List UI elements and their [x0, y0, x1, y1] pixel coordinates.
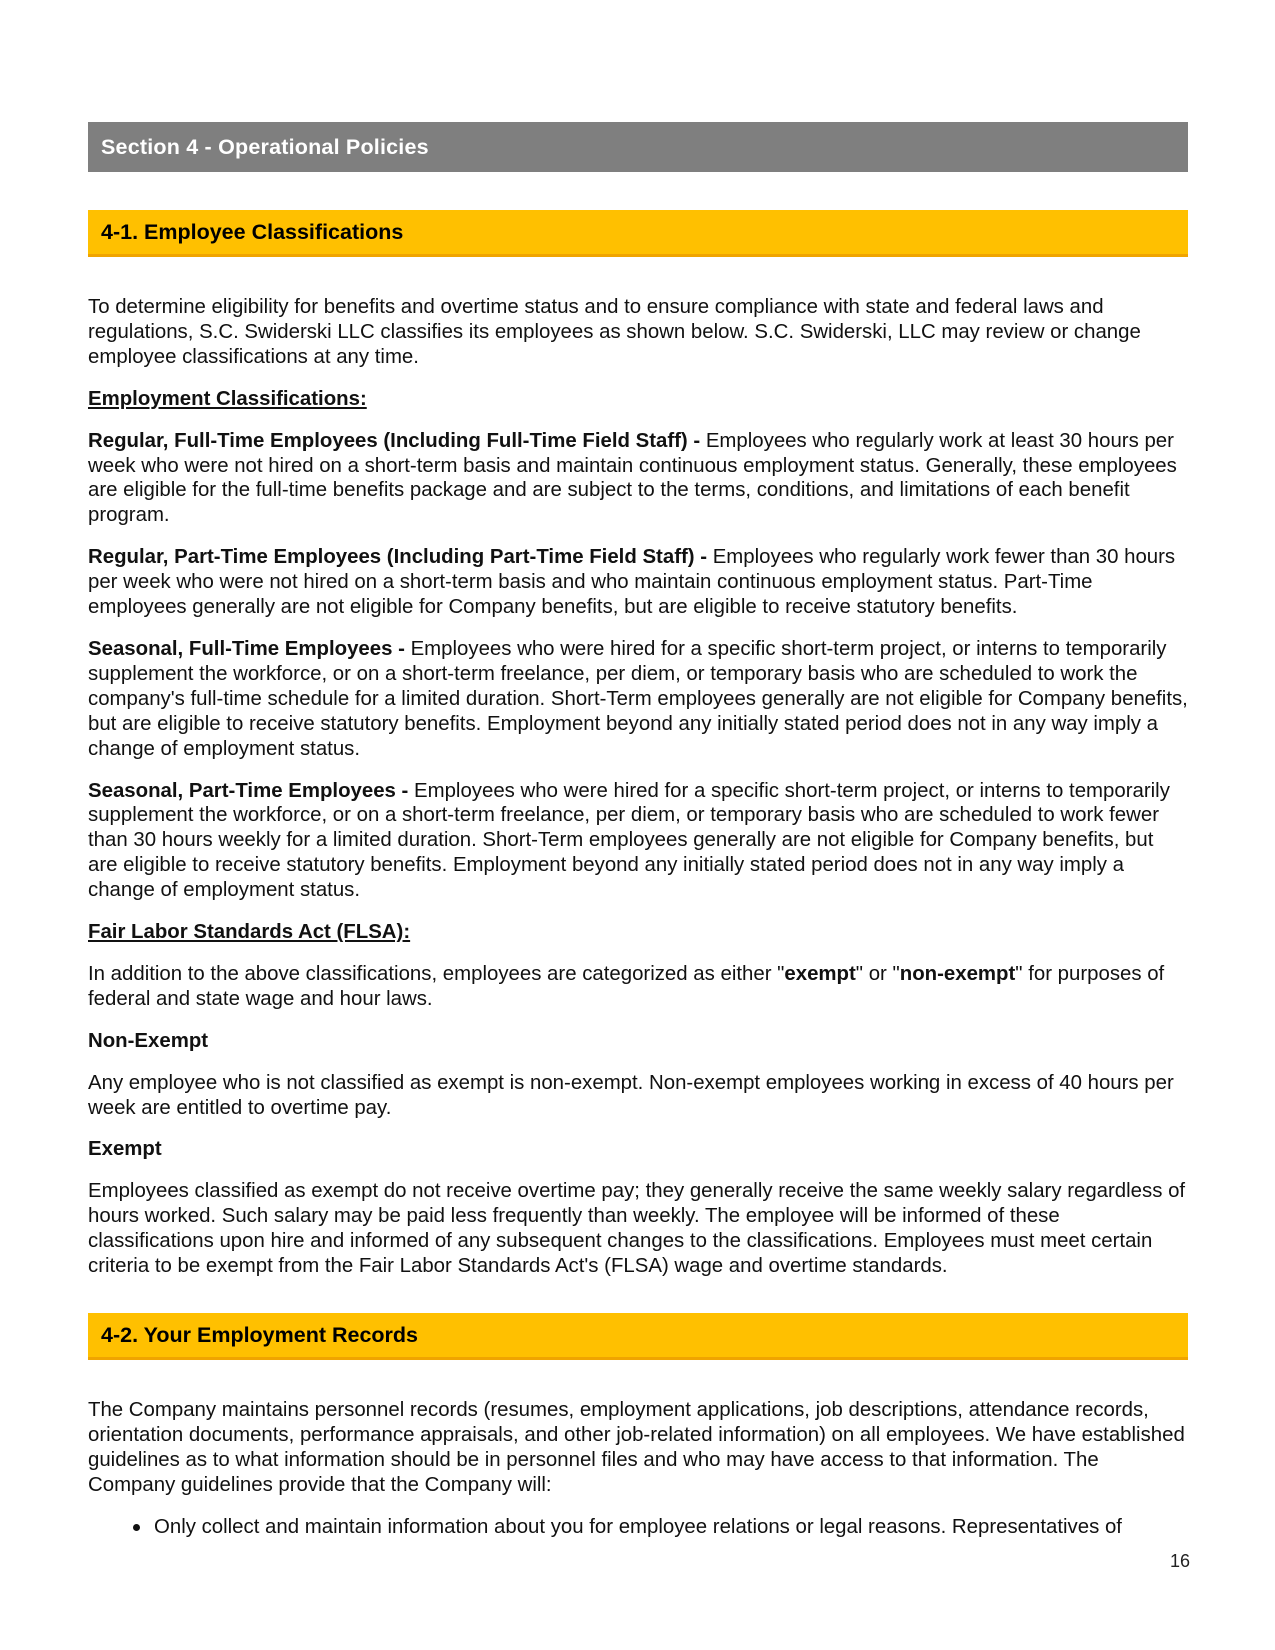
flsa-intro-text: In addition to the above classifications, employees are categorized as either " — [88, 962, 785, 985]
document-content — [88, 122, 1188, 1540]
subsection-4-1-title: 4-1. Employee Classifications — [101, 219, 404, 244]
classification-definition: Employees who regularly work fewer than 30 hours per week who were not hired on a short-term basis and who maintain continuous employment status. Part-Time employees generally are not eligible for Company benefits, but are eligible to receive statutory benefits. — [88, 546, 1176, 619]
classification-intro-paragraph: To determine eligibility for benefits and overtime status and to ensure compliance with state and federal laws and regulations, S.C. Swiderski LLC classifies its employees as shown below. S.C. Swiderski, LLC may review or change employee classifications at any time. — [88, 296, 1141, 368]
classification-seasonal-part-time — [88, 779, 1188, 904]
employment-classifications-heading: Employment Classifications: — [88, 387, 367, 410]
classification-regular-part-time — [88, 545, 1188, 620]
bullet-item — [88, 1515, 1188, 1540]
subsection-4-1-header-bar — [88, 210, 1188, 257]
classification-definition: Employees who regularly work at least 30 hours per week who were not hired on a short-term basis and maintain continuous employment status. Generally, these employees are eligible for the full-time benefits package and are subject to the terms, conditions, and limitations of each benefit program. — [88, 429, 1177, 527]
classification-definition: Employees who were hired for a specific short-term project, or interns to temporarily supplement the workforce, or on a short-term freelance, per diem, or temporary basis who are scheduled to work the company's full-time schedule for a limited duration. Short-Term employees generally are not eligible for Company benefits, but are eligible to receive statutory benefits. Employment beyond any initially stated period does not in any way imply a change of employment status. — [88, 637, 1188, 760]
exempt-paragraph: Employees classified as exempt do not receive overtime pay; they generally receive the same weekly salary regardless of hours worked. Such salary may be paid less frequently than weekly. The employee will be informed of these classifications upon hire and informed of any subsequent changes to the classifications. Employees must meet certain criteria to be exempt from the Fair Labor Standards Act's (FLSA) wage and overtime standards. — [88, 1180, 1186, 1278]
classification-seasonal-full-time — [88, 637, 1188, 762]
non-exempt-heading: Non-Exempt — [88, 1029, 209, 1052]
subsection-4-2-title: 4-2. Your Employment Records — [101, 1322, 419, 1347]
flsa-intro-text: " for purposes of federal and state wage and hour laws. — [88, 962, 1165, 1010]
subsection-4-2-header-bar — [88, 1313, 1188, 1360]
classification-definition: Employees who were hired for a specific short-term project, or interns to temporarily supplement the workforce, or on a short-term freelance, per diem, or temporary basis who are scheduled to work fewer than 30 hours weekly for a limited duration. Short-Term employees generally are not eligible for Company benefits, but are eligible to receive statutory benefits. Employment beyond any initially stated period does not in any way imply a change of employment status. — [88, 779, 1170, 902]
exempt-heading: Exempt — [88, 1138, 162, 1161]
bullet-icon — [133, 1524, 140, 1531]
classification-term: Regular, Full-Time Employees (Including Full-Time Field Staff) - — [88, 429, 701, 452]
flsa-intro-text: " or " — [855, 962, 900, 985]
non-exempt-paragraph: Any employee who is not classified as exempt is non-exempt. Non-exempt employees working in excess of 40 hours per week are entitled to overtime pay. — [88, 1071, 1174, 1119]
bullet-text: Only collect and maintain information about you for employee relations or legal reasons. Representatives of — [154, 1515, 1122, 1538]
flsa-non-exempt-term: non-exempt — [899, 962, 1016, 985]
classification-term: Seasonal, Part-Time Employees - — [88, 779, 409, 802]
flsa-exempt-term: exempt — [784, 962, 856, 985]
employment-records-intro-paragraph: The Company maintains personnel records (resumes, employment applications, job descriptions, attendance records, orientation documents, performance appraisals, and other job-related information) on all employees. We have established guidelines as to what information should be in personnel files and who may have access to that information. The Company guidelines provide that the Company will: — [88, 1399, 1185, 1496]
flsa-heading: Fair Labor Standards Act (FLSA): — [88, 921, 411, 944]
flsa-intro-paragraph — [88, 962, 1188, 1012]
classification-regular-full-time — [88, 429, 1188, 529]
page-number: 16 — [1169, 1551, 1190, 1571]
classification-term: Regular, Part-Time Employees (Including Part-Time Field Staff) - — [88, 546, 708, 569]
section-header-bar — [88, 122, 1188, 172]
section-header-title: Section 4 - Operational Policies — [101, 134, 429, 159]
classification-term: Seasonal, Full-Time Employees - — [88, 637, 405, 660]
